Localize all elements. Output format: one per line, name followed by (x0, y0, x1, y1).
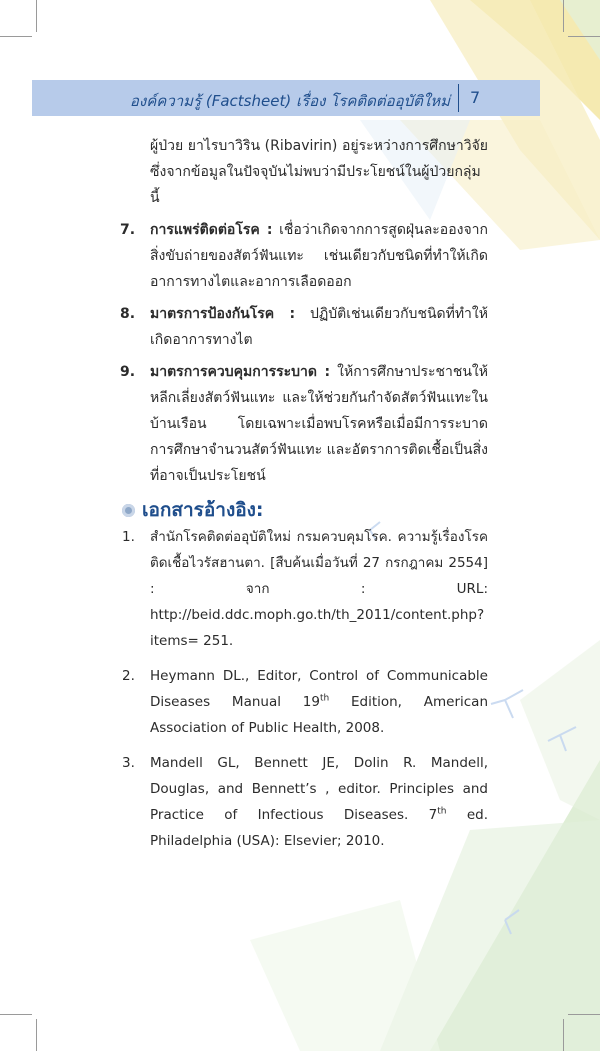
references-title: เอกสารอ้างอิง: (142, 499, 264, 521)
crop-mark (0, 1014, 32, 1015)
reference-text-cont: ed. Philadelphia (USA): Elsevier; 2010. (150, 807, 488, 849)
reference-text: Heymann DL., Editor, Control of Communicable Diseases Manual 19 (150, 668, 488, 710)
crop-mark (36, 1019, 37, 1051)
reference-number: 1. (122, 529, 135, 545)
page-number: 7 (470, 88, 481, 107)
header-separator (458, 84, 459, 112)
circle-bullet-icon (122, 504, 135, 517)
main-content (120, 133, 488, 489)
list-item (120, 217, 488, 295)
item-number: 9. (120, 364, 136, 380)
reference-entry (122, 524, 488, 654)
item-number: 8. (120, 306, 136, 322)
intro-paragraph: ผู้ป่วย ยาไรบาวิริน (Ribavirin) อยู่ระหว่างการศึกษาวิจัย ซึ่งจากข้อมูลในปัจจุบันไม่พบว่ามีประโยชน์ในผู้ป่วยกลุ่มนี้ (150, 138, 488, 206)
reference-text: Mandell GL, Bennett JE, Dolin R. Mandell, Douglas, and Bennett’s , editor. Principles and Practice of Infectious Diseases. 7 (150, 755, 488, 823)
crop-mark (563, 1019, 564, 1051)
crop-mark (563, 0, 564, 32)
item-number: 7. (120, 222, 136, 238)
references-list (122, 524, 488, 863)
superscript: th (437, 806, 447, 817)
item-text: ปฏิบัติเช่นเดียวกับชนิดที่ทำให้เกิดอาการทางไต (150, 306, 488, 348)
header-title: องค์ความรู้ (Factsheet) เรื่อง โรคติดต่ออุบัติใหม่ (129, 92, 450, 110)
item-heading: มาตรการควบคุมการระบาด : (150, 364, 331, 380)
reference-text-cont: Edition, American Association of Public Health, 2008. (150, 694, 489, 736)
list-item (120, 359, 488, 489)
crop-mark (568, 36, 600, 37)
item-heading: มาตรการป้องกันโรค : (150, 306, 296, 322)
reference-number: 2. (122, 668, 135, 684)
reference-number: 3. (122, 755, 135, 771)
reference-text: สำนักโรคติดต่ออุบัติใหม่ กรมควบคุมโรค. ความรู้เรื่องโรคติดเชื้อไวรัสฮานตา. [สืบค้นเมื่อวันที่ 27 กรกฎาคม 2554] : จาก : URL: http://beid.ddc.moph.go.th/th_2011/content.php?items= 251. (150, 529, 488, 649)
crop-mark (36, 0, 37, 32)
crop-mark (568, 1014, 600, 1015)
reference-entry (122, 750, 488, 854)
superscript: th (319, 693, 330, 704)
item-heading: การแพร่ติดต่อโรค : (150, 222, 273, 238)
reference-entry (122, 663, 488, 741)
list-item (120, 301, 488, 353)
item-text: เชื่อว่าเกิดจากการสูดฝุ่นละอองจากสิ่งขับถ่ายของสัตว์ฟันแทะ เช่นเดียวกับชนิดที่ทำให้เกิดอาการทางไตและอาการเลือดออก (150, 222, 488, 290)
item-text: ให้การศึกษาประชาชนให้หลีกเลี่ยงสัตว์ฟันแทะ และให้ช่วยกันกำจัดสัตว์ฟันแทะในบ้านเรือน โดยเฉพาะเมื่อพบโรคหรือเมื่อมีการระบาด การศึกษาจำนวนสัตว์ฟันแทะ และอัตราการติดเชื้อเป็นสิ่งที่อาจเป็นประโยชน์ (150, 364, 488, 484)
crop-mark (0, 36, 32, 37)
